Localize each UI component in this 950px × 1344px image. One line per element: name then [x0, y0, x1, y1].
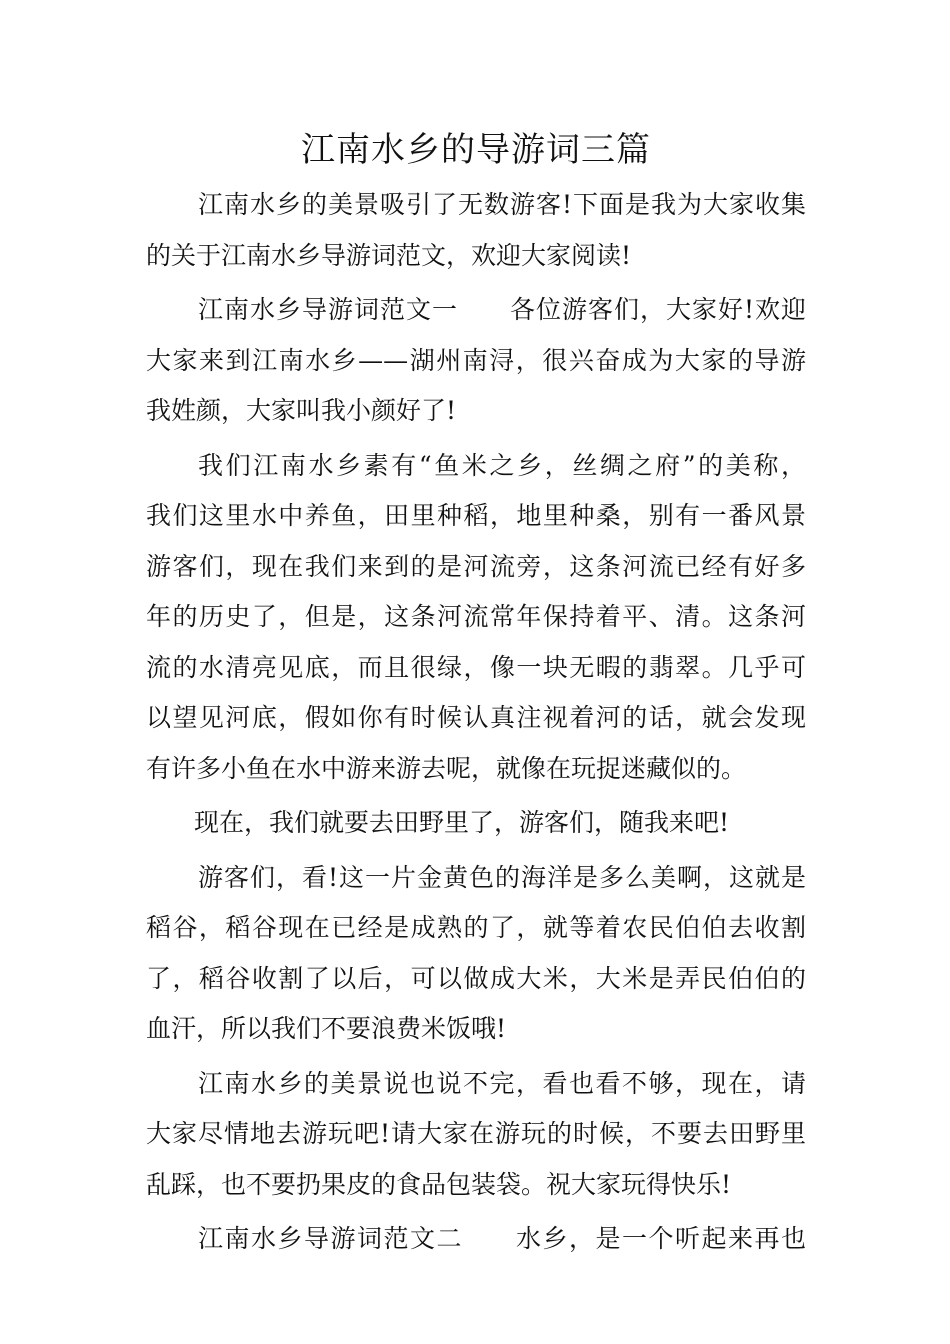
text-line: 我们这里水中养鱼，田里种稻，地里种桑，别有一番风景 — [146, 501, 806, 530]
text-line: 乱踩，也不要扔果皮的食品包装袋。祝大家玩得快乐! — [146, 1169, 732, 1199]
text-line: 有许多小鱼在水中游来游去呢，就像在玩捉迷藏似的。 — [146, 753, 747, 783]
paragraph-to-fields — [146, 798, 806, 849]
text-line: 我姓颜，大家叫我小颜好了! — [146, 396, 457, 425]
text-line: 江南水乡导游词范文一 各位游客们，大家好!欢迎 — [198, 295, 806, 324]
text-line: 江南水乡的美景说也说不完，看也看不够，现在，请 — [198, 1068, 806, 1098]
text-line: 江南水乡导游词范文二 水乡，是一个听起来再也 — [198, 1224, 806, 1253]
text-line: 的关于江南水乡导游词范文，欢迎大家阅读! — [146, 240, 632, 270]
paragraph-fish-and-rice — [146, 441, 806, 795]
paragraph-intro — [146, 180, 806, 281]
text-line: 游客们，现在我们来到的是河流旁，这条河流已经有好多 — [146, 551, 806, 581]
text-line: 游客们，看!这一片金黄色的海洋是多么美啊，这就是 — [198, 862, 806, 892]
paragraph-closing — [146, 1059, 806, 1211]
text-line: 流的水清亮见底，而且很绿，像一块无暇的翡翠。几乎可 — [146, 652, 806, 682]
paragraph-rice-fields — [146, 853, 806, 1055]
paragraph-section-one-opening — [146, 285, 806, 437]
document-title: 江南水乡的导游词三篇 — [301, 130, 651, 170]
text-line: 我们江南水乡素有“鱼米之乡，丝绸之府”的美称， — [198, 450, 806, 480]
text-line: 年的历史了，但是，这条河流常年保持着平、清。这条河 — [146, 602, 806, 631]
text-line: 江南水乡的美景吸引了无数游客!下面是我为大家收集 — [198, 190, 806, 219]
text-line: 大家尽情地去游玩吧!请大家在游玩的时候，不要去田野里 — [146, 1119, 806, 1148]
paragraph-section-two-opening — [146, 1214, 806, 1265]
text-line: 血汗，所以我们不要浪费米饭哦! — [146, 1014, 507, 1043]
text-line: 现在，我们就要去田野里了，游客们，随我来吧! — [194, 808, 730, 837]
text-line: 了，稻谷收割了以后，可以做成大米，大米是弄民伯伯的 — [146, 963, 806, 993]
text-line: 以望见河底，假如你有时候认真注视着河的话，就会发现 — [146, 703, 806, 732]
document-page — [146, 124, 806, 1269]
text-line: 大家来到江南水乡——湖州南浔，很兴奋成为大家的导游 — [146, 345, 806, 375]
text-line: 稻谷，稻谷现在已经是成熟的了，就等着农民伯伯去收割 — [146, 913, 806, 942]
